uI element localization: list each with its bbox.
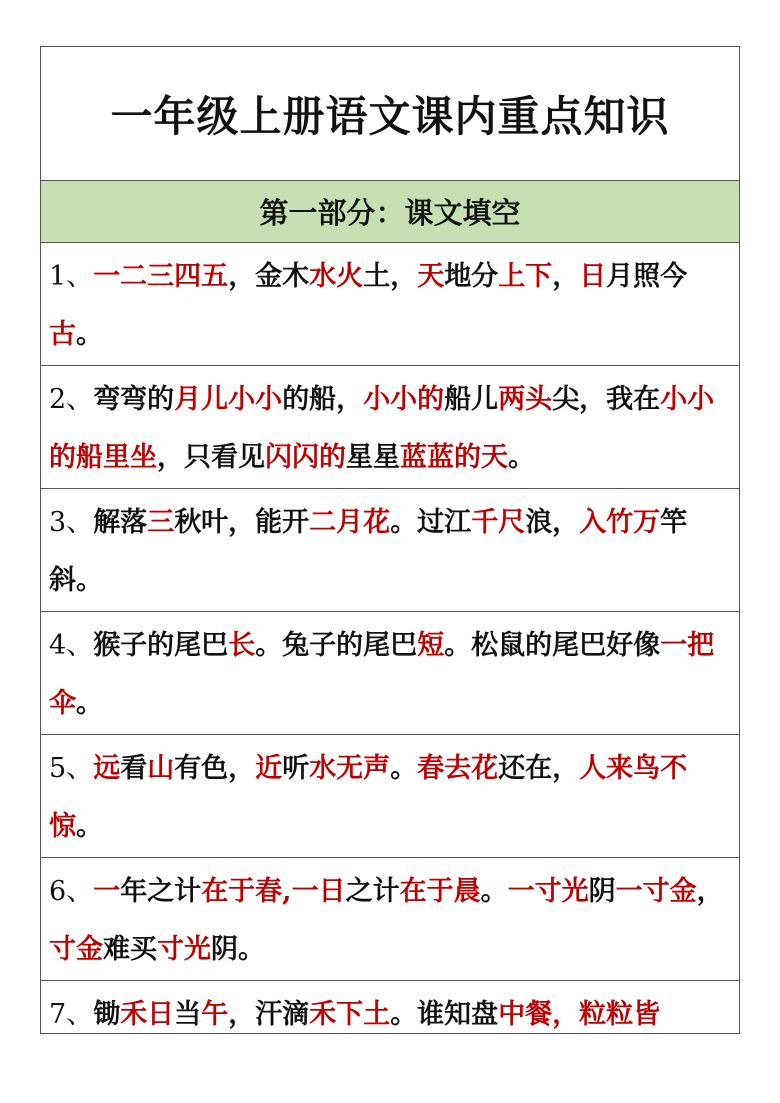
answer-text: 禾下土 — [309, 999, 391, 1030]
given-text: 。过江 — [390, 507, 472, 538]
answer-text: 寸光 — [157, 934, 211, 965]
given-text: 。 — [76, 688, 103, 719]
given-text: 弯弯的 — [93, 384, 175, 415]
given-text: 阴。 — [211, 934, 265, 965]
fill-item-1 — [41, 243, 739, 366]
answer-text: 一把伞 — [49, 630, 715, 719]
answer-text: 水火 — [309, 261, 364, 292]
page-title: 一年级上册语文课内重点知识 — [41, 47, 739, 181]
given-text: 猴子的尾巴 — [93, 630, 229, 661]
answer-text: 天 — [417, 261, 445, 292]
given-text: 土， — [363, 261, 418, 292]
answer-text: 山 — [147, 753, 175, 784]
item-number: 6、 — [49, 876, 94, 907]
given-text: 解落 — [93, 507, 148, 538]
answer-text: 闪闪的 — [265, 442, 346, 473]
given-text: 有色， — [174, 753, 256, 784]
given-text: 之计 — [345, 876, 400, 907]
given-text: 地分 — [444, 261, 499, 292]
answer-text: 中餐，粒粒皆 — [498, 999, 661, 1030]
fill-item-5 — [41, 735, 739, 858]
section-header: 第一部分：课文填空 — [41, 181, 739, 243]
answer-text: 小小的船里坐 — [49, 384, 715, 473]
given-text: 。 — [508, 442, 535, 473]
fill-item-2 — [41, 366, 739, 489]
given-text: 。 — [76, 319, 103, 350]
answer-text: 寸金 — [49, 934, 103, 965]
given-text: 。谁知盘 — [390, 999, 499, 1030]
given-text: 星星 — [346, 442, 400, 473]
given-text: 看 — [120, 753, 148, 784]
given-text: 秋叶，能开 — [174, 507, 310, 538]
answer-text: 三 — [147, 507, 175, 538]
answer-text: 午 — [201, 999, 229, 1030]
answer-text: 入竹万 — [579, 507, 661, 538]
item-number: 5、 — [49, 753, 94, 784]
given-text: 。兔子的尾巴 — [255, 630, 418, 661]
given-text: 船儿 — [444, 384, 499, 415]
given-text: ，金木 — [228, 261, 310, 292]
answer-text: 近 — [255, 753, 283, 784]
answer-text: 两头 — [498, 384, 553, 415]
answer-text: 小小的 — [363, 384, 445, 415]
answer-text: 人来鸟不惊 — [49, 753, 688, 842]
worksheet — [40, 46, 740, 1034]
given-text: 听 — [282, 753, 310, 784]
given-text: 难买 — [103, 934, 157, 965]
fill-item-3 — [41, 489, 739, 612]
item-number: 4、 — [49, 630, 94, 661]
answer-text: 蓝蓝的天 — [400, 442, 508, 473]
item-number: 7、 — [49, 999, 94, 1030]
answer-text: 一寸金 — [615, 876, 697, 907]
answer-text: 日 — [579, 261, 607, 292]
item-number: 3、 — [49, 507, 94, 538]
given-text: 竿斜。 — [49, 507, 688, 596]
given-text: 年之计 — [120, 876, 202, 907]
answer-text: 古 — [49, 319, 76, 350]
given-text: 浪， — [525, 507, 580, 538]
given-text: 。松鼠的尾巴好像 — [444, 630, 661, 661]
answer-text: 一二三四五 — [93, 261, 229, 292]
given-text: ，只看见 — [157, 442, 265, 473]
given-text: 还在， — [498, 753, 580, 784]
answer-text: 远 — [93, 753, 121, 784]
given-text: 。 — [76, 811, 103, 842]
answer-text: 禾日 — [120, 999, 175, 1030]
fill-item-6 — [41, 858, 739, 981]
answer-text: 上下 — [498, 261, 553, 292]
given-text: 月照今 — [606, 261, 688, 292]
answer-text: 二月花 — [309, 507, 391, 538]
fill-item-4 — [41, 612, 739, 735]
answer-text: 千尺 — [471, 507, 526, 538]
given-text: 。 — [390, 753, 418, 784]
fill-item-7 — [41, 981, 739, 1034]
given-text: 的船， — [282, 384, 364, 415]
given-text: ， — [552, 261, 580, 292]
given-text: 。 — [480, 876, 508, 907]
answer-text: 水无声 — [309, 753, 391, 784]
answer-text: 春去花 — [417, 753, 499, 784]
item-number: 2、 — [49, 384, 94, 415]
given-text: ， — [696, 876, 724, 907]
given-text: 当 — [174, 999, 202, 1030]
answer-text: 一寸光 — [507, 876, 589, 907]
answer-text: 短 — [417, 630, 445, 661]
answer-text: 一 — [93, 876, 121, 907]
given-text: ，汗滴 — [228, 999, 310, 1030]
answer-text: 月儿小小 — [174, 384, 283, 415]
answer-text: 在于晨 — [399, 876, 481, 907]
item-number: 1、 — [49, 261, 94, 292]
given-text: 尖，我在 — [552, 384, 661, 415]
answer-text: 长 — [228, 630, 256, 661]
given-text: 锄 — [93, 999, 121, 1030]
answer-text: 在于春,一日 — [201, 876, 346, 907]
given-text: 阴 — [588, 876, 616, 907]
